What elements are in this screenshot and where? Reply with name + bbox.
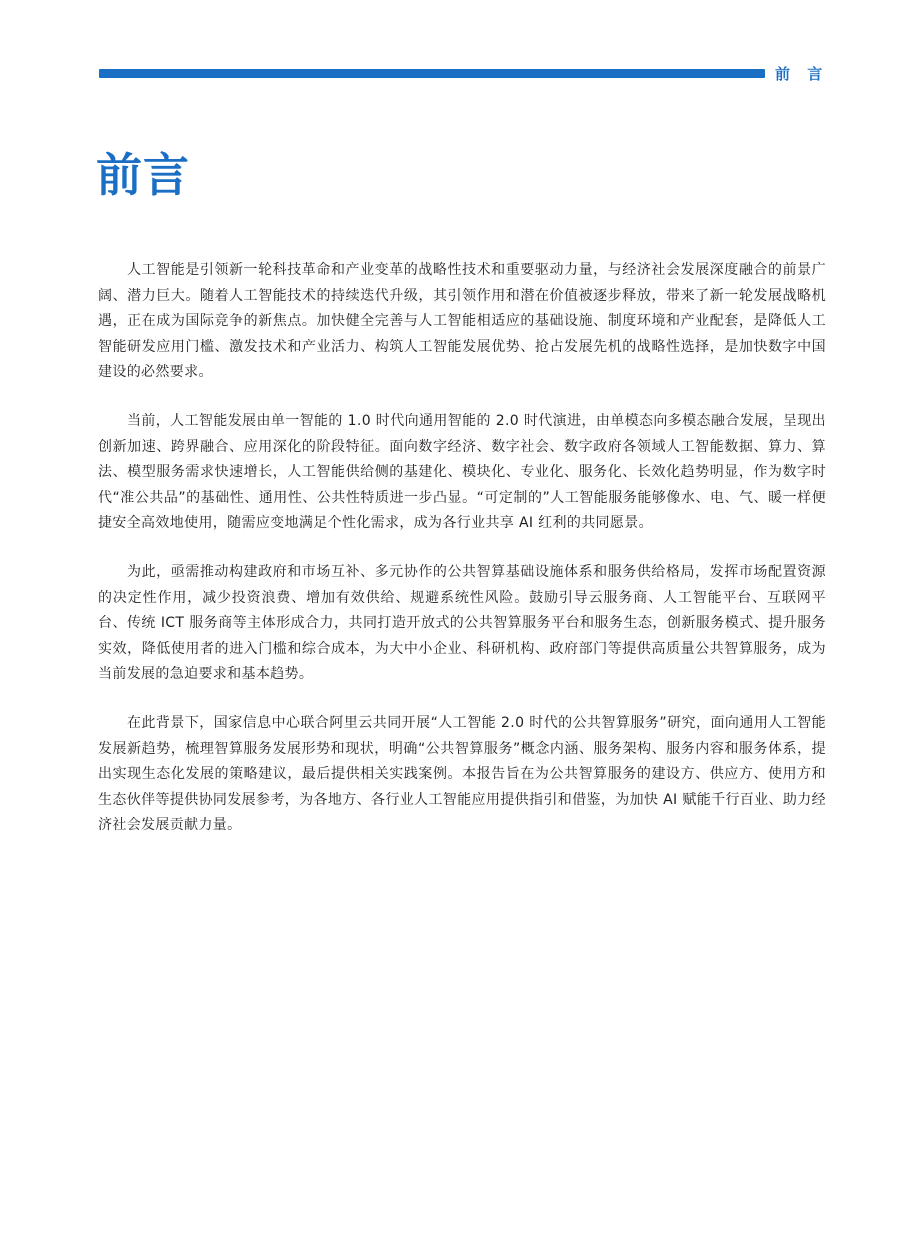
paragraph-4: 在此背景下，国家信息中心联合阿里云共同开展“人工智能 2.0 时代的公共智算服务”研究，面向通用人工智能发展新趋势，梳理智算服务发展形势和现状，明确“公共智算服务”概念内涵、服务架构、服务内容和服务体系，提出实现生态化发展的策略建议，最后提供相关实践案例。本报告旨在为公共智算服务的建设方、供应方、使用方和生态伙伴等提供协同发展参考，为各地方、各行业人工智能应用提供指引和借鉴，为加快 AI 赋能千行百业、助力经济社会发展贡献力量。 — [98, 714, 826, 834]
paragraph-2: 当前，人工智能发展由单一智能的 1.0 时代向通用智能的 2.0 时代演进，由单模态向多模态融合发展，呈现出创新加速、跨界融合、应用深化的阶段特征。面向数字经济、数字社会、数字政府各领域人工智能数据、算力、算法、模型服务需求快速增长，人工智能供给侧的基建化、模块化、专业化、服务化、长效化趋势明显，作为数字时代“准公共品”的基础性、通用性、公共性特质进一步凸显。“可定制的”人工智能服务能够像水、电、气、暖一样便捷安全高效地使用，随需应变地满足个性化需求，成为各行业共享 AI 红利的共同愿景。 — [98, 412, 826, 532]
running-header-section-label: 前 言 — [775, 65, 829, 83]
paragraph-1: 人工智能是引领新一轮科技革命和产业变革的战略性技术和重要驱动力量，与经济社会发展深度融合的前景广阔、潜力巨大。随着人工智能技术的持续迭代升级，其引领作用和潜在价值被逐步释放，带来了新一轮发展战略机遇，正在成为国际竞争的新焦点。加快健全完善与人工智能相适应的基础设施、制度环境和产业配套，是降低人工智能研发应用门槛、激发技术和产业活力、构筑人工智能发展优势、抢占发展先机的战略性选择，是加快数字中国建设的必然要求。 — [98, 262, 826, 381]
body-text — [98, 258, 826, 862]
page-title: 前言 — [96, 148, 190, 202]
paragraph-3: 为此，亟需推动构建政府和市场互补、多元协作的公共智算基础设施体系和服务供给格局，发挥市场配置资源的决定性作用，减少投资浪费、增加有效供给、规避系统性风险。鼓励引导云服务商、人工智能平台、互联网平台、传统 ICT 服务商等主体形成合力，共同打造开放式的公共智算服务平台和服务生态，创新服务模式、提升服务实效，降低使用者的进入门槛和综合成本，为大中小企业、科研机构、政府部门等提供高质量公共智算服务，成为当前发展的急迫要求和基本趋势。 — [98, 563, 826, 683]
header-rule — [99, 69, 765, 78]
